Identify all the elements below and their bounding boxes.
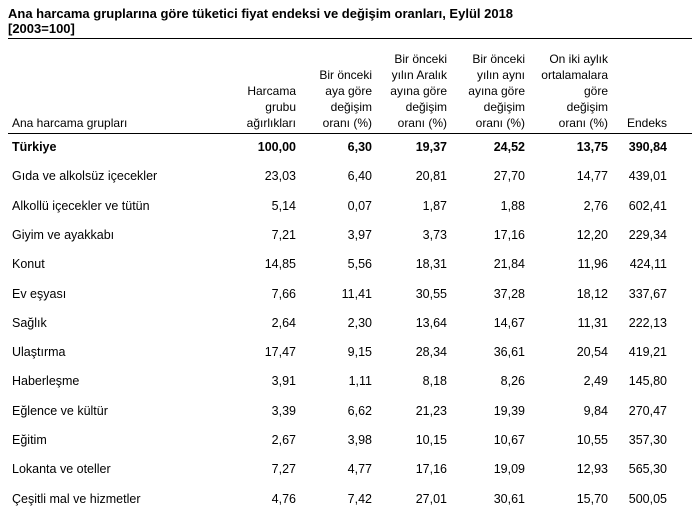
cell-annual: 19,39 (493, 404, 525, 418)
table-row (0, 343, 692, 361)
column-header-line: oranı (%) (558, 116, 608, 130)
cell-avg12: 20,54 (576, 345, 608, 359)
cell-avg12: 2,76 (583, 199, 608, 213)
cell-avg12: 9,84 (583, 404, 608, 418)
table-row (0, 226, 692, 244)
cell-weight: 2,67 (271, 433, 296, 447)
column-header-ytd (390, 51, 447, 131)
cell-ytd: 13,64 (415, 316, 447, 330)
cell-monthly: 11,41 (341, 287, 372, 301)
cell-annual: 36,61 (493, 345, 525, 359)
column-header-annual (468, 51, 525, 131)
cell-avg12: 12,93 (576, 462, 608, 476)
cell-monthly: 3,97 (347, 228, 372, 242)
cell-avg12: 12,20 (576, 228, 608, 242)
column-header-line: değişim (566, 100, 608, 114)
column-header-line: Ana harcama grupları (12, 116, 128, 130)
cell-monthly: 0,07 (347, 199, 372, 213)
column-header-line: Bir önceki (319, 68, 372, 82)
cell-ytd: 8,18 (422, 374, 447, 388)
column-header-line: değişim (405, 100, 447, 114)
table-row (0, 285, 692, 303)
cell-weight: 100,00 (257, 140, 296, 154)
column-header-weight (247, 83, 296, 131)
table-row (0, 372, 692, 390)
cell-monthly: 5,56 (347, 257, 372, 271)
column-header-line: ayına göre (468, 84, 525, 98)
column-header-line: göre (583, 84, 608, 98)
cell-annual: 24,52 (493, 140, 525, 154)
column-header-index (627, 115, 667, 131)
column-header-line: ortalamalara (541, 68, 608, 82)
cell-monthly: 7,42 (347, 492, 372, 506)
column-header-line: oranı (%) (322, 116, 372, 130)
table-row (0, 167, 692, 185)
column-header-line: değişim (483, 100, 525, 114)
cell-annual: 8,26 (500, 374, 525, 388)
table-header (0, 41, 692, 131)
cell-annual: 10,67 (493, 433, 525, 447)
table-row (0, 460, 692, 478)
cell-index: 602,41 (628, 199, 667, 213)
cell-weight: 4,76 (271, 492, 296, 506)
cell-avg12: 2,49 (583, 374, 608, 388)
cell-avg12: 15,70 (576, 492, 608, 506)
column-header-line: yılın aynı (476, 68, 525, 82)
cell-name: Konut (12, 257, 45, 271)
column-header-avg12 (541, 51, 608, 131)
cell-weight: 14,85 (264, 257, 296, 271)
cell-name: Eğitim (12, 433, 47, 447)
cell-avg12: 11,31 (577, 316, 608, 330)
column-header-line: yılın Aralık (391, 68, 447, 82)
cell-annual: 30,61 (493, 492, 525, 506)
cell-annual: 37,28 (493, 287, 525, 301)
cell-index: 222,13 (628, 316, 667, 330)
table-row (0, 490, 692, 508)
table-subtitle: [2003=100] (8, 21, 75, 36)
column-header-line: Harcama (247, 84, 296, 98)
cell-name: Alkollü içecekler ve tütün (12, 199, 150, 213)
cell-ytd: 17,16 (415, 462, 447, 476)
cell-annual: 14,67 (493, 316, 525, 330)
column-header-line: Bir önceki (472, 52, 525, 66)
cell-avg12: 10,55 (576, 433, 608, 447)
cell-name: Sağlık (12, 316, 47, 330)
cell-index: 390,84 (628, 140, 667, 154)
table-row (0, 197, 692, 215)
column-header-line: ayına göre (390, 84, 447, 98)
cell-annual: 19,09 (493, 462, 525, 476)
cell-weight: 5,14 (271, 199, 296, 213)
cell-name: Lokanta ve oteller (12, 462, 111, 476)
cell-avg12: 13,75 (576, 140, 608, 154)
cell-ytd: 1,87 (422, 199, 447, 213)
header-rule (8, 133, 692, 134)
cell-weight: 2,64 (271, 316, 296, 330)
cell-ytd: 28,34 (415, 345, 447, 359)
table-row (0, 402, 692, 420)
cell-ytd: 30,55 (415, 287, 447, 301)
cell-index: 357,30 (628, 433, 667, 447)
cell-index: 229,34 (628, 228, 667, 242)
cell-ytd: 21,23 (415, 404, 447, 418)
cell-weight: 7,27 (271, 462, 296, 476)
top-rule (8, 38, 692, 39)
cell-monthly: 9,15 (347, 345, 372, 359)
cell-name: Ev eşyası (12, 287, 67, 301)
cell-weight: 7,66 (271, 287, 296, 301)
cell-weight: 3,91 (271, 374, 296, 388)
column-header-line: ağırlıkları (246, 116, 296, 130)
cell-ytd: 27,01 (415, 492, 447, 506)
cell-name: Ulaştırma (12, 345, 66, 359)
table-title: Ana harcama gruplarına göre tüketici fiyat endeksi ve değişim oranları, Eylül 2018 (8, 6, 514, 21)
table-row-total (0, 138, 692, 156)
column-header-line: grubu (265, 100, 296, 114)
column-header-line: oranı (%) (475, 116, 525, 130)
cell-avg12: 11,96 (577, 257, 608, 271)
cell-name: Gıda ve alkolsüz içecekler (12, 169, 158, 183)
cell-monthly: 6,62 (347, 404, 372, 418)
column-header-line: On iki aylık (549, 52, 608, 66)
column-header-line: değişim (330, 100, 372, 114)
cell-avg12: 18,12 (576, 287, 608, 301)
cell-index: 424,11 (629, 257, 667, 271)
table-row (0, 431, 692, 449)
cell-name: Türkiye (12, 140, 57, 154)
cell-name: Giyim ve ayakkabı (12, 228, 115, 242)
cell-annual: 27,70 (493, 169, 525, 183)
cell-monthly: 4,77 (347, 462, 372, 476)
column-header-line: Endeks (626, 116, 667, 130)
cell-ytd: 3,73 (422, 228, 447, 242)
cell-index: 419,21 (628, 345, 667, 359)
column-header-line: oranı (%) (397, 116, 447, 130)
cell-index: 439,01 (628, 169, 667, 183)
table-row (0, 314, 692, 332)
cell-weight: 7,21 (271, 228, 296, 242)
cell-name: Çeşitli mal ve hizmetler (12, 492, 141, 506)
cell-monthly: 6,40 (347, 169, 372, 183)
cell-ytd: 18,31 (415, 257, 447, 271)
table-row (0, 255, 692, 273)
column-header-line: aya göre (325, 84, 372, 98)
cell-index: 565,30 (628, 462, 667, 476)
cell-name: Haberleşme (12, 374, 80, 388)
cell-monthly: 6,30 (347, 140, 372, 154)
cell-annual: 17,16 (493, 228, 525, 242)
cell-index: 500,05 (628, 492, 667, 506)
cell-index: 337,67 (628, 287, 667, 301)
cell-index: 270,47 (628, 404, 667, 418)
cell-weight: 3,39 (271, 404, 296, 418)
cell-ytd: 10,15 (415, 433, 447, 447)
cell-ytd: 19,37 (415, 140, 447, 154)
cell-name: Eğlence ve kültür (12, 404, 108, 418)
cell-avg12: 14,77 (576, 169, 608, 183)
cell-ytd: 20,81 (415, 169, 447, 183)
column-header-line: Bir önceki (394, 52, 447, 66)
column-header-name (12, 115, 127, 131)
cell-weight: 17,47 (264, 345, 296, 359)
cell-weight: 23,03 (264, 169, 296, 183)
cell-monthly: 1,11 (348, 374, 372, 388)
cell-index: 145,80 (628, 374, 667, 388)
column-header-monthly (319, 67, 372, 131)
cell-annual: 21,84 (493, 257, 525, 271)
cell-monthly: 3,98 (347, 433, 372, 447)
cell-annual: 1,88 (500, 199, 525, 213)
cell-monthly: 2,30 (347, 316, 372, 330)
